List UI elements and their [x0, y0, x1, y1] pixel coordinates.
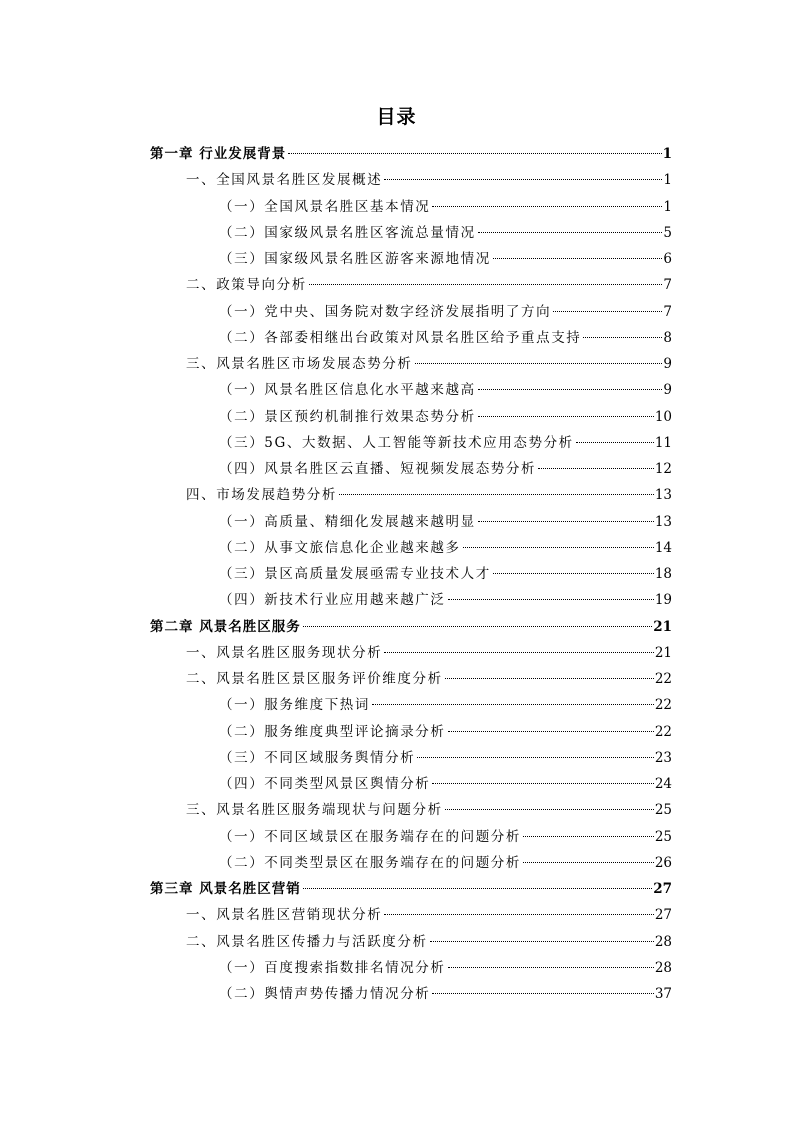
toc-dot-leader: [538, 468, 654, 469]
toc-section-entry[interactable]: [186, 482, 672, 508]
toc-entry-label: （三）5G、大数据、人工智能等新技术应用态势分析: [219, 434, 574, 451]
toc-dot-leader: [339, 494, 654, 495]
toc-dot-leader: [523, 862, 654, 863]
toc-page-number: 27: [653, 881, 672, 897]
toc-dot-leader: [372, 704, 654, 705]
toc-subsection-entry[interactable]: [219, 745, 672, 771]
toc-page-number: 9: [663, 356, 672, 372]
toc-page-number: 1: [662, 146, 672, 162]
toc-page-number: 8: [663, 329, 672, 346]
toc-section-entry[interactable]: [186, 666, 672, 692]
toc-section-entry[interactable]: [186, 351, 672, 377]
toc-entry-label: （四）新技术行业应用越来越广泛: [219, 592, 446, 609]
toc-subsection-entry[interactable]: [219, 404, 672, 430]
toc-page-number: 26: [654, 854, 672, 871]
toc-subsection-entry[interactable]: [219, 719, 672, 745]
toc-entry-label: （二）景区预约机制推行效果态势分析: [219, 408, 476, 425]
toc-page-number: 22: [654, 671, 672, 687]
toc-page-number: 21: [654, 644, 672, 661]
toc-dot-leader: [448, 731, 654, 732]
toc-subsection-entry[interactable]: [219, 456, 672, 482]
toc-page-number: 19: [654, 592, 672, 609]
toc-dot-leader: [448, 599, 654, 600]
toc-entry-label: （四）风景名胜区云直播、短视频发展态势分析: [219, 461, 537, 477]
toc-dot-leader: [303, 626, 653, 627]
toc-page-number: 27: [654, 907, 672, 924]
toc-dot-leader: [445, 809, 654, 810]
toc-dot-leader: [384, 914, 654, 915]
toc-entry-label: 二、风景名胜区景区服务评价维度分析: [186, 671, 443, 687]
toc-subsection-entry[interactable]: [219, 850, 672, 876]
toc-entry-label: （二）服务维度典型评论摘录分析: [219, 723, 446, 740]
toc-entry-label: （二）舆情声势传播力情况分析: [219, 986, 431, 1002]
toc-page-number: 22: [654, 697, 672, 714]
toc-subsection-entry[interactable]: [219, 430, 672, 456]
toc-entry-label: （一）服务维度下热词: [219, 697, 370, 714]
toc-subsection-entry[interactable]: [219, 824, 672, 850]
toc-dot-leader: [576, 442, 654, 443]
toc-title: 目录: [376, 106, 417, 128]
toc-entry-label: 二、政策导向分析: [186, 277, 307, 294]
toc-page-number: 37: [654, 986, 672, 1002]
toc-subsection-entry[interactable]: [219, 535, 672, 561]
toc-page-number: 14: [654, 539, 672, 556]
toc-page-number: 6: [663, 251, 672, 267]
toc-subsection-entry[interactable]: [219, 981, 672, 1007]
toc-page-number: 28: [654, 959, 672, 976]
toc-dot-leader: [432, 206, 662, 207]
toc-entry-label: 三、风景名胜区服务端现状与问题分析: [186, 802, 443, 819]
toc-section-entry[interactable]: [186, 167, 672, 193]
toc-subsection-entry[interactable]: [219, 692, 672, 718]
toc-entry-label: 第三章 风景名胜区营销: [150, 881, 301, 897]
toc-entry-label: （一）百度搜索指数排名情况分析: [219, 959, 446, 976]
toc-dot-leader: [478, 389, 663, 390]
toc-page-number: 23: [654, 749, 672, 766]
toc-entry-label: （一）高质量、精细化发展越来越明显: [219, 513, 476, 530]
toc-dot-leader: [432, 993, 653, 994]
toc-page-number: 24: [654, 776, 672, 792]
toc-section-entry[interactable]: [186, 272, 672, 298]
toc-entry-label: （一）党中央、国务院对数字经济发展指明了方向: [219, 303, 552, 320]
toc-entry-label: 二、风景名胜区传播力与活跃度分析: [186, 933, 428, 950]
toc-page-number: 18: [654, 566, 672, 582]
toc-dot-leader: [478, 232, 663, 233]
toc-entry-label: （四）不同类型风景区舆情分析: [219, 776, 431, 792]
toc-page-number: 13: [654, 513, 672, 530]
toc-subsection-entry[interactable]: [219, 377, 672, 403]
toc-dot-leader: [463, 547, 654, 548]
toc-page-number: 7: [663, 277, 672, 294]
toc-entry-label: （二）国家级风景名胜区客流总量情况: [219, 224, 476, 241]
toc-page-number: 11: [654, 434, 672, 451]
toc-page-number: 10: [654, 408, 672, 425]
toc-dot-leader: [493, 573, 654, 574]
toc-dot-leader: [583, 337, 662, 338]
toc-chapter-entry[interactable]: [150, 614, 672, 640]
toc-page-number: 9: [663, 382, 672, 399]
toc-subsection-entry[interactable]: [219, 220, 672, 246]
toc-subsection-entry[interactable]: [219, 325, 672, 351]
toc-entry-label: （二）从事文旅信息化企业越来越多: [219, 539, 461, 556]
toc-entry-label: 一、风景名胜区营销现状分析: [186, 907, 383, 924]
toc-page-number: 22: [654, 723, 672, 740]
toc-entry-label: 三、风景名胜区市场发展态势分析: [186, 356, 413, 372]
toc-dot-leader: [553, 311, 662, 312]
toc-subsection-entry[interactable]: [219, 587, 672, 613]
toc-chapter-entry[interactable]: [150, 141, 672, 167]
toc-subsection-entry[interactable]: [219, 299, 672, 325]
toc-entry-label: （一）全国风景名胜区基本情况: [219, 198, 431, 215]
toc-entry-label: （三）不同区域服务舆情分析: [219, 749, 416, 766]
toc-dot-leader: [448, 967, 654, 968]
toc-page-number: 25: [654, 828, 672, 845]
toc-entry-label: （一）风景名胜区信息化水平越来越高: [219, 382, 476, 399]
toc-entry-label: （三）景区高质量发展亟需专业技术人才: [219, 566, 491, 582]
toc-subsection-entry[interactable]: [219, 955, 672, 981]
toc-entry-label: 一、风景名胜区服务现状分析: [186, 644, 383, 661]
toc-entry-label: （三）国家级风景名胜区游客来源地情况: [219, 251, 491, 267]
toc-dot-leader: [445, 678, 654, 679]
toc-page-number: 21: [653, 618, 672, 635]
toc-entry-label: 四、市场发展趋势分析: [186, 487, 337, 504]
toc-page-number: 13: [654, 487, 672, 504]
toc-subsection-entry[interactable]: [219, 194, 672, 220]
toc-dot-leader: [303, 888, 653, 889]
toc-dot-leader: [309, 284, 663, 285]
toc-entry-label: （二）不同类型景区在服务端存在的问题分析: [219, 854, 521, 871]
toc-chapter-entry[interactable]: [150, 876, 672, 902]
toc-subsection-entry[interactable]: [219, 771, 672, 797]
toc-dot-leader: [432, 783, 653, 784]
toc-dot-leader: [478, 416, 654, 417]
toc-page-number: 28: [654, 933, 672, 950]
toc-entry-label: 第一章 行业发展背景: [150, 146, 287, 162]
toc-section-entry[interactable]: [186, 797, 672, 823]
toc-section-entry[interactable]: [186, 640, 672, 666]
toc-dot-leader: [493, 258, 663, 259]
toc-entry-label: 一、全国风景名胜区发展概述: [186, 172, 383, 189]
toc-dot-leader: [478, 521, 654, 522]
toc-dot-leader: [415, 363, 663, 364]
toc-entry-label: （一）不同区域景区在服务端存在的问题分析: [219, 828, 521, 845]
toc-section-entry[interactable]: [186, 902, 672, 928]
toc-page-number: 7: [663, 303, 672, 320]
toc-dot-leader: [384, 179, 662, 180]
toc-dot-leader: [417, 757, 654, 758]
toc-page-number: 1: [663, 198, 672, 215]
toc-dot-leader: [384, 652, 654, 653]
toc-page-number: 1: [663, 172, 672, 189]
toc-dot-leader: [430, 941, 654, 942]
toc-dot-leader: [523, 836, 654, 837]
toc-page-number: 12: [654, 461, 672, 477]
toc-entry-label: （二）各部委相继出台政策对风景名胜区给予重点支持: [219, 329, 582, 346]
toc-section-entry[interactable]: [186, 929, 672, 955]
toc-subsection-entry[interactable]: [219, 246, 672, 272]
toc-dot-leader: [288, 153, 661, 154]
toc-page-number: 25: [654, 802, 672, 819]
toc-page-number: 5: [663, 224, 672, 241]
toc-subsection-entry[interactable]: [219, 561, 672, 587]
toc-entry-label: 第二章 风景名胜区服务: [150, 618, 301, 635]
toc-subsection-entry[interactable]: [219, 509, 672, 535]
